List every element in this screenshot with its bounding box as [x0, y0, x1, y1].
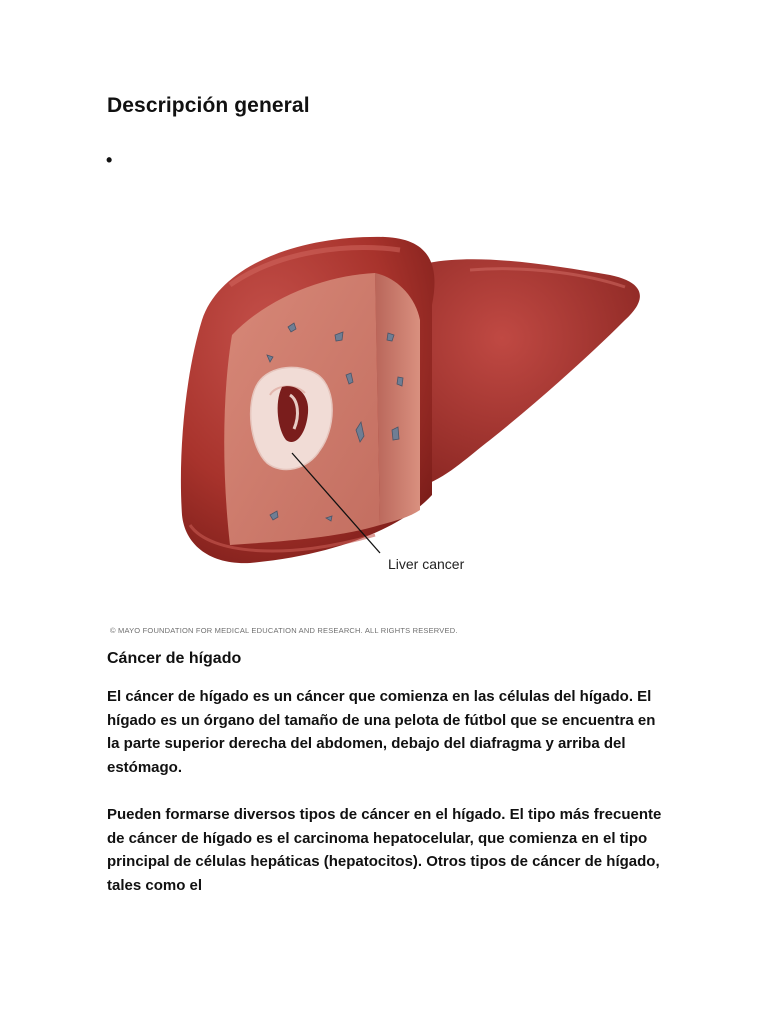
cut-wall	[375, 273, 420, 525]
left-lobe	[410, 259, 640, 485]
liver-illustration-svg	[170, 225, 650, 585]
page-title: Descripción general	[107, 94, 310, 117]
paragraph-intro: El cáncer de hígado es un cáncer que comienza en las células del hígado. El hígado es un órgano del tamaño de una pelota de fútbol que se encuentra en la parte superior derecha del abdomen, debajo del diafragma y arriba del estómago.	[107, 688, 656, 777]
liver-cancer-illustration	[170, 225, 650, 585]
liver-cancer-label: Liver cancer	[388, 556, 465, 572]
section-heading: Cáncer de hígado	[107, 650, 242, 667]
image-copyright: © MAYO FOUNDATION FOR MEDICAL EDUCATION AND RESEARCH. ALL RIGHTS RESERVED.	[110, 626, 458, 635]
paragraph-types: Pueden formarse diversos tipos de cáncer en el hígado. El tipo más frecuente de cáncer de hígado es el carcinoma hepatocelular, que comienza en el tipo principal de células hepáticas (hepatocitos). Otros tipos de cáncer de hígado, tales como el	[107, 806, 662, 895]
list-bullet: •	[106, 150, 113, 170]
